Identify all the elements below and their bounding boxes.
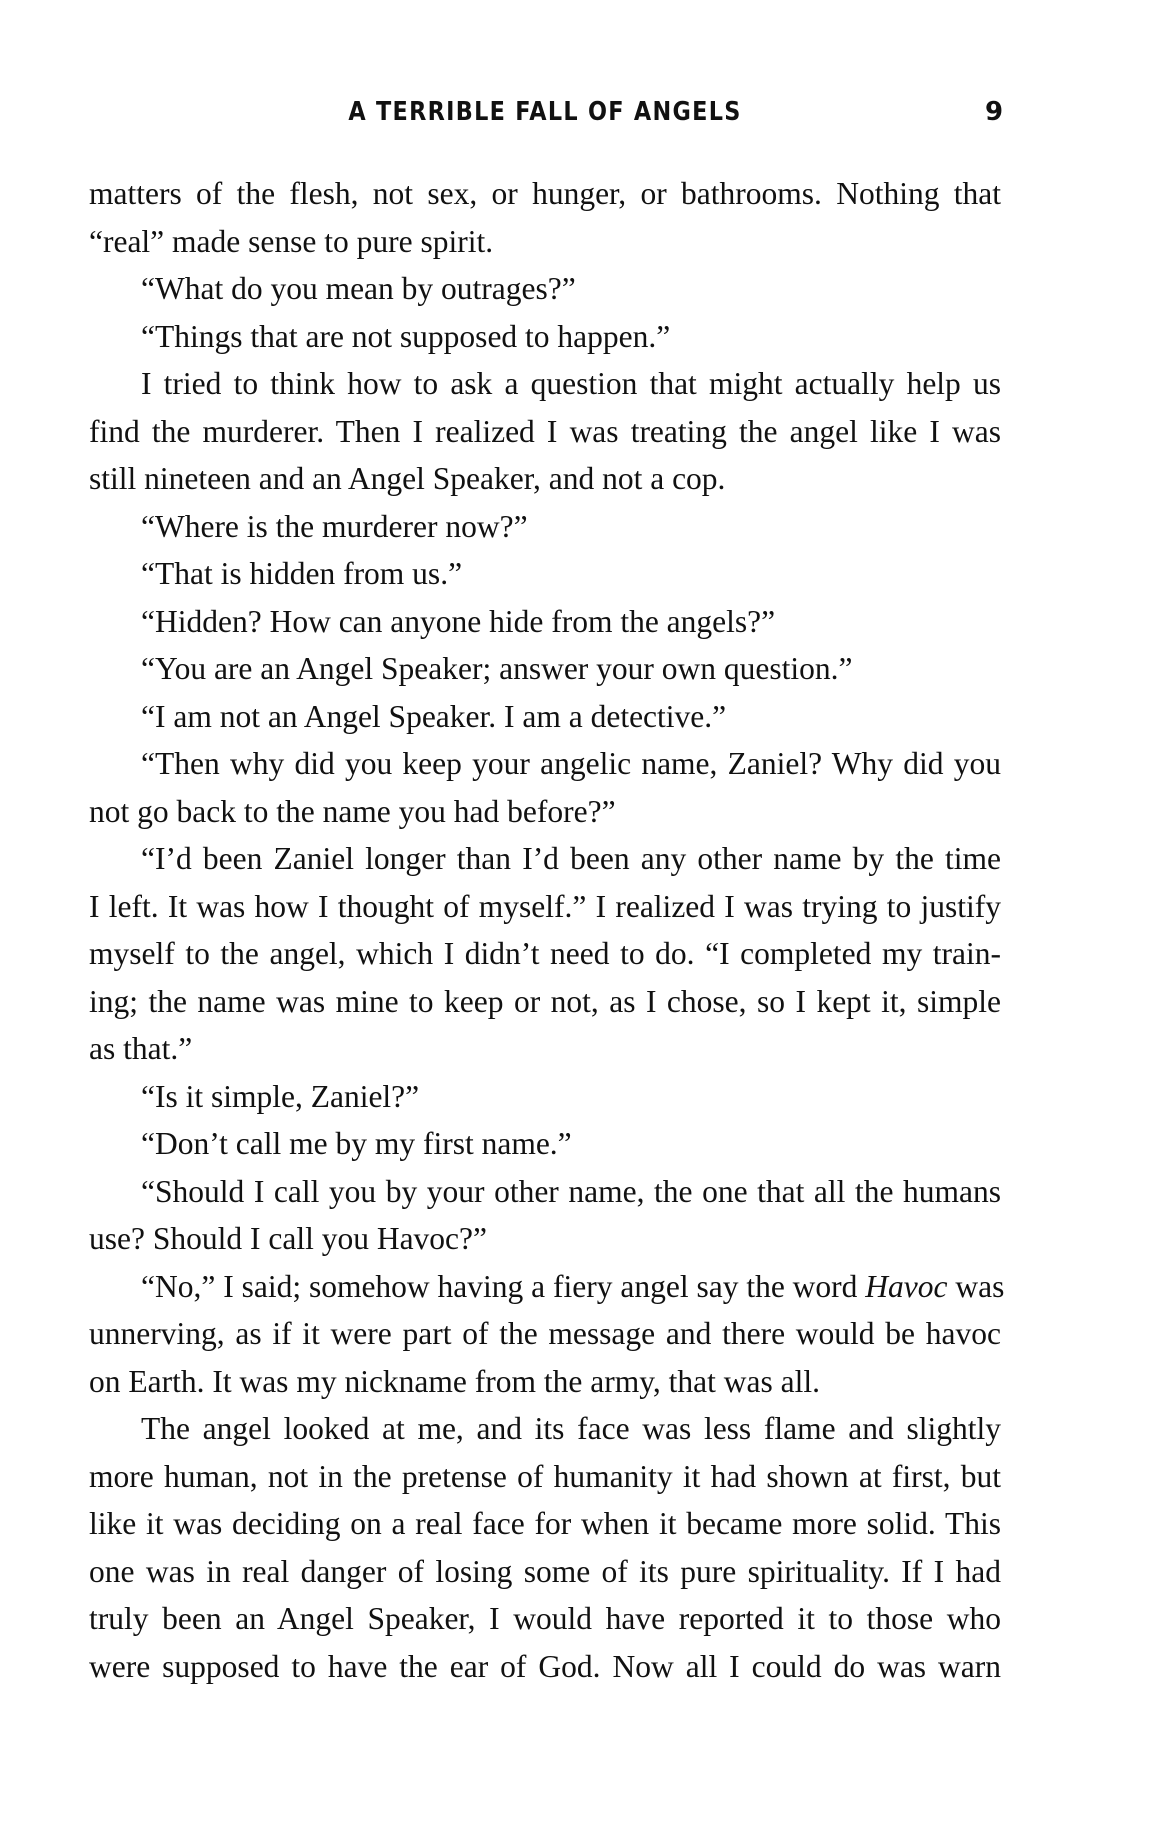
text-line: “real” made sense to pure spirit. xyxy=(89,223,494,259)
text-line: truly been an Angel Speaker, I would have reported it to those who xyxy=(89,1601,1001,1636)
text-line: “You are an Angel Speaker; answer your own question.” xyxy=(141,651,853,686)
text-line: “Hidden? How can anyone hide from the angels?” xyxy=(141,603,776,639)
text-line: not go back to the name you had before?” xyxy=(89,793,616,829)
text-line: on Earth. It was my nickname from the army, that was all. xyxy=(89,1363,820,1399)
text-line: still nineteen and an Angel Speaker, and not a cop. xyxy=(89,461,726,496)
text-line: were supposed to have the ear of God. Now all I could do was warn xyxy=(89,1648,1001,1684)
text-line: as that.” xyxy=(89,1031,193,1066)
text-line: find the murderer. Then I realized I was treating the angel like I was xyxy=(89,413,1001,449)
body-text xyxy=(89,170,1005,1690)
text-line: I left. It was how I thought of myself.” I realized I was trying to justify xyxy=(89,888,1001,924)
text-line: ing; the name was mine to keep or not, as I chose, so I kept it, simple xyxy=(89,983,1001,1019)
text-line: “Then why did you keep your angelic name, Zaniel? Why did you xyxy=(141,746,1001,781)
text-line: “That is hidden from us.” xyxy=(141,556,463,591)
text-line: “Should I call you by your other name, the one that all the humans xyxy=(141,1173,1001,1209)
text-line: The angel looked at me, and its face was less flame and slightly xyxy=(141,1411,1001,1446)
running-title: A TERRIBLE FALL OF ANGELS xyxy=(348,97,742,127)
text-line: unnerving, as if it were part of the message and there would be havoc xyxy=(89,1316,1001,1351)
text-line: “I’d been Zaniel longer than I’d been any other name by the time xyxy=(141,841,1001,876)
text-line: “What do you mean by outrages?” xyxy=(141,271,576,306)
text-line: “I am not an Angel Speaker. I am a detective.” xyxy=(141,698,727,734)
text-line: “Where is the murderer now?” xyxy=(141,508,528,544)
text-line: “Things that are not supposed to happen.” xyxy=(141,318,671,354)
text-line: more human, not in the pretense of humanity it had shown at first, but xyxy=(89,1458,1001,1494)
text-line: one was in real danger of losing some of its pure spirituality. If I had xyxy=(89,1553,1001,1589)
text-line: matters of the flesh, not sex, or hunger, or bathrooms. Nothing that xyxy=(89,176,1001,211)
text-line: “Is it simple, Zaniel?” xyxy=(141,1078,420,1114)
page-number: 9 xyxy=(985,97,1004,127)
text-line: “Don’t call me by my first name.” xyxy=(141,1126,572,1161)
text-line: I tried to think how to ask a question that might actually help us xyxy=(141,366,1001,401)
text-line: myself to the angel, which I didn’t need to do. “I completed my train- xyxy=(89,936,1001,971)
text-line: like it was deciding on a real face for when it became more solid. This xyxy=(89,1506,1001,1541)
running-header xyxy=(0,92,1156,132)
text-line: “No,” I said; somehow having a fiery angel say the word Havoc was xyxy=(141,1268,1005,1304)
text-line: use? Should I call you Havoc?” xyxy=(89,1221,487,1256)
